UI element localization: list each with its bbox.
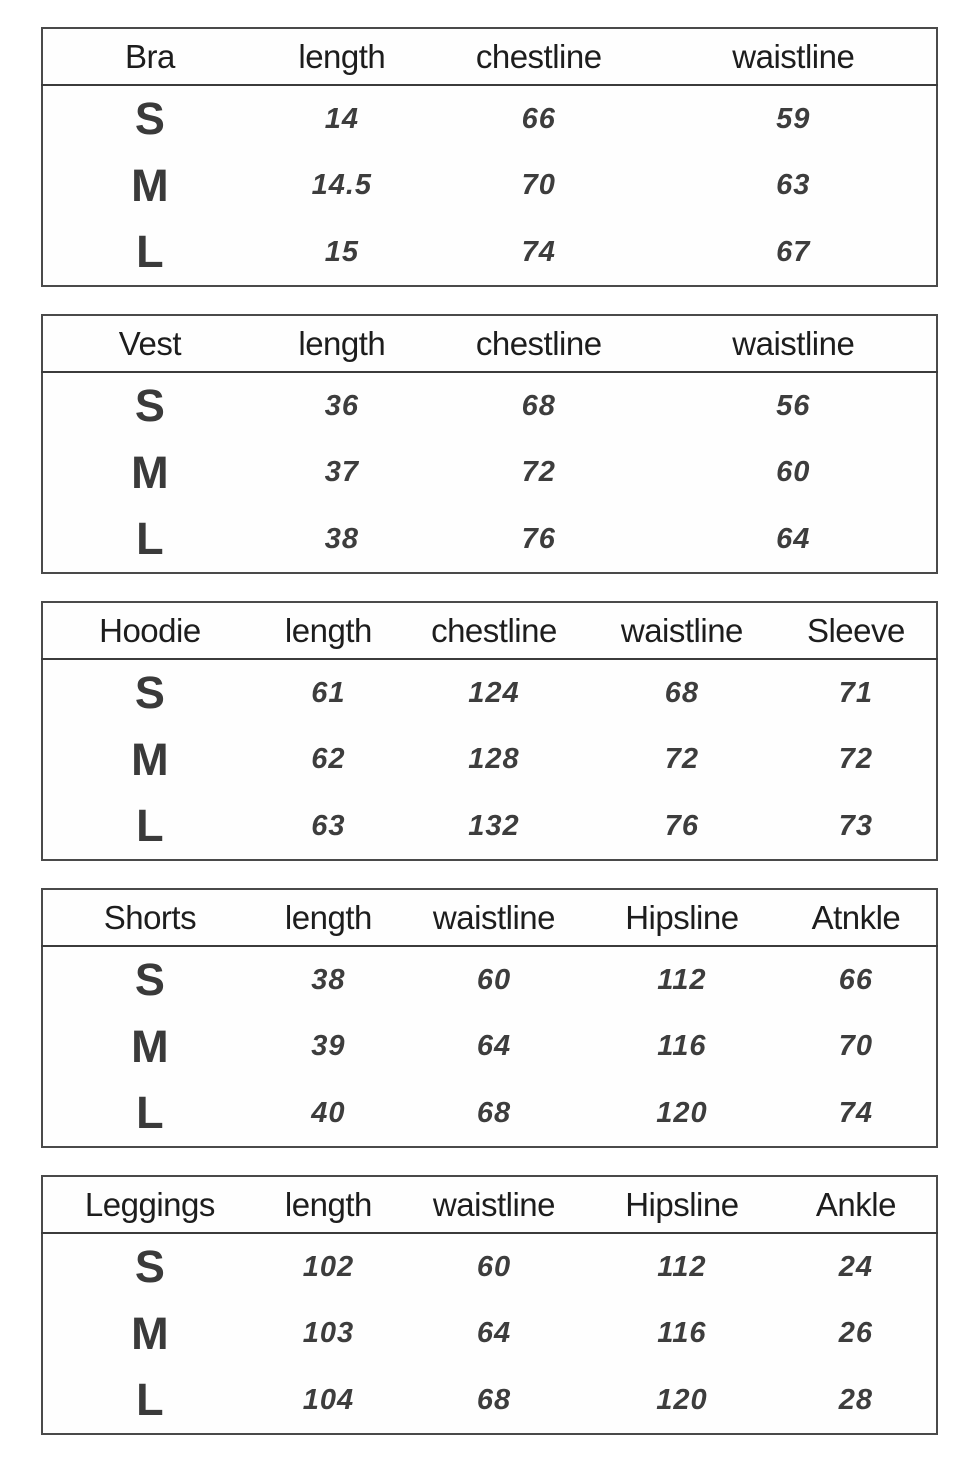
measurement-value: 62 [311, 743, 346, 775]
measurement-value: 24 [838, 1250, 874, 1283]
column-header-chestline: chestline [427, 28, 651, 85]
measurement-value: 70 [838, 1030, 874, 1062]
measurement-value: 116 [657, 1317, 707, 1349]
size-row-m [42, 439, 937, 506]
size-row-s [42, 946, 937, 1013]
measurement-value: 15 [324, 235, 359, 268]
measurement-value: 128 [468, 743, 520, 775]
column-header-length: length [257, 1176, 400, 1233]
measurement-value: 64 [776, 522, 811, 555]
size-row-l [42, 219, 937, 286]
column-header-length: length [257, 315, 427, 372]
measurement-value: 56 [776, 389, 811, 422]
measurement-value: 72 [838, 743, 874, 775]
measurement-value: 132 [468, 809, 520, 842]
measurement-value: 112 [657, 963, 707, 996]
size-label: L [136, 1087, 164, 1138]
measurement-value: 71 [838, 676, 874, 709]
measurement-value: 40 [311, 1096, 346, 1129]
size-label: M [131, 159, 169, 211]
column-header-length: length [257, 889, 400, 946]
size-row-m [42, 726, 937, 793]
column-header-waistline: waistline [651, 315, 937, 372]
measurement-value: 63 [311, 809, 346, 842]
size-label: S [134, 954, 165, 1005]
size-label: M [131, 1307, 169, 1359]
measurement-value: 102 [302, 1250, 355, 1283]
size-label: S [134, 380, 165, 431]
measurement-value: 59 [776, 102, 811, 135]
size-label: L [136, 513, 164, 564]
size-row-m [42, 152, 937, 219]
size-row-l [42, 506, 937, 573]
size-table-hoodie [41, 601, 938, 861]
measurement-value: 72 [664, 743, 700, 775]
header-row [42, 28, 937, 85]
size-label: S [134, 93, 165, 144]
column-header-atnkle: Atnkle [776, 889, 937, 946]
size-label: L [136, 1374, 164, 1425]
measurement-value: 66 [838, 963, 874, 996]
measurement-value: 68 [664, 676, 700, 709]
size-label: M [131, 1020, 169, 1072]
size-table-bra [41, 27, 938, 287]
header-row [42, 1176, 937, 1233]
header-row [42, 602, 937, 659]
measurement-value: 73 [838, 809, 874, 842]
size-row-m [42, 1013, 937, 1080]
measurement-value: 120 [656, 1383, 708, 1416]
measurement-value: 103 [302, 1317, 355, 1349]
measurement-value: 68 [476, 1096, 512, 1129]
column-header-waistline: waistline [651, 28, 937, 85]
column-header-chestline: chestline [400, 602, 588, 659]
column-header-hipsline: Hipsline [588, 889, 776, 946]
measurement-value: 14 [324, 102, 359, 135]
measurement-value: 70 [521, 169, 556, 201]
table-title: Vest [42, 315, 257, 372]
measurement-value: 60 [476, 1250, 512, 1283]
measurement-value: 61 [311, 676, 346, 709]
measurement-value: 66 [521, 102, 556, 135]
size-table-shorts [41, 888, 938, 1148]
measurement-value: 38 [324, 522, 359, 555]
measurement-value: 14.5 [311, 169, 373, 201]
measurement-value: 76 [664, 809, 700, 842]
size-row-s [42, 1233, 937, 1300]
size-label: L [136, 226, 164, 277]
size-row-m [42, 1300, 937, 1367]
measurement-value: 28 [838, 1383, 874, 1416]
size-row-s [42, 659, 937, 726]
measurement-value: 112 [657, 1250, 707, 1283]
measurement-value: 63 [776, 169, 811, 201]
header-row [42, 315, 937, 372]
size-row-l [42, 1080, 937, 1147]
size-row-l [42, 793, 937, 860]
size-row-l [42, 1367, 937, 1434]
measurement-value: 64 [476, 1030, 512, 1062]
measurement-value: 104 [302, 1383, 355, 1416]
column-header-waistline: waistline [400, 1176, 588, 1233]
column-header-waistline: waistline [400, 889, 588, 946]
column-header-chestline: chestline [427, 315, 651, 372]
measurement-value: 116 [657, 1030, 707, 1062]
measurement-value: 60 [476, 963, 512, 996]
size-table-vest [41, 314, 938, 574]
measurement-value: 68 [476, 1383, 512, 1416]
measurement-value: 38 [311, 963, 346, 996]
size-label: M [131, 733, 169, 785]
measurement-value: 36 [324, 389, 359, 422]
size-row-s [42, 372, 937, 439]
measurement-value: 74 [838, 1096, 874, 1129]
column-header-length: length [257, 602, 400, 659]
size-label: S [134, 667, 165, 718]
measurement-value: 76 [521, 522, 556, 555]
measurement-value: 67 [776, 235, 811, 268]
measurement-value: 39 [311, 1030, 346, 1062]
table-title: Shorts [42, 889, 257, 946]
measurement-value: 26 [838, 1317, 874, 1349]
measurement-value: 60 [776, 456, 811, 488]
measurement-value: 120 [656, 1096, 708, 1129]
size-label: S [134, 1241, 165, 1292]
measurement-value: 68 [521, 389, 556, 422]
measurement-value: 72 [521, 456, 556, 488]
size-label: M [131, 446, 169, 498]
measurement-value: 64 [476, 1317, 512, 1349]
column-header-length: length [257, 28, 427, 85]
size-label: L [136, 800, 164, 851]
column-header-hipsline: Hipsline [588, 1176, 776, 1233]
measurement-value: 37 [324, 456, 359, 488]
column-header-ankle: Ankle [776, 1176, 937, 1233]
measurement-value: 74 [521, 235, 556, 268]
header-row [42, 889, 937, 946]
size-row-s [42, 85, 937, 152]
measurement-value: 124 [468, 676, 520, 709]
table-title: Leggings [42, 1176, 257, 1233]
size-table-leggings [41, 1175, 938, 1435]
column-header-sleeve: Sleeve [776, 602, 937, 659]
column-header-waistline: waistline [588, 602, 776, 659]
table-title: Hoodie [42, 602, 257, 659]
table-title: Bra [42, 28, 257, 85]
